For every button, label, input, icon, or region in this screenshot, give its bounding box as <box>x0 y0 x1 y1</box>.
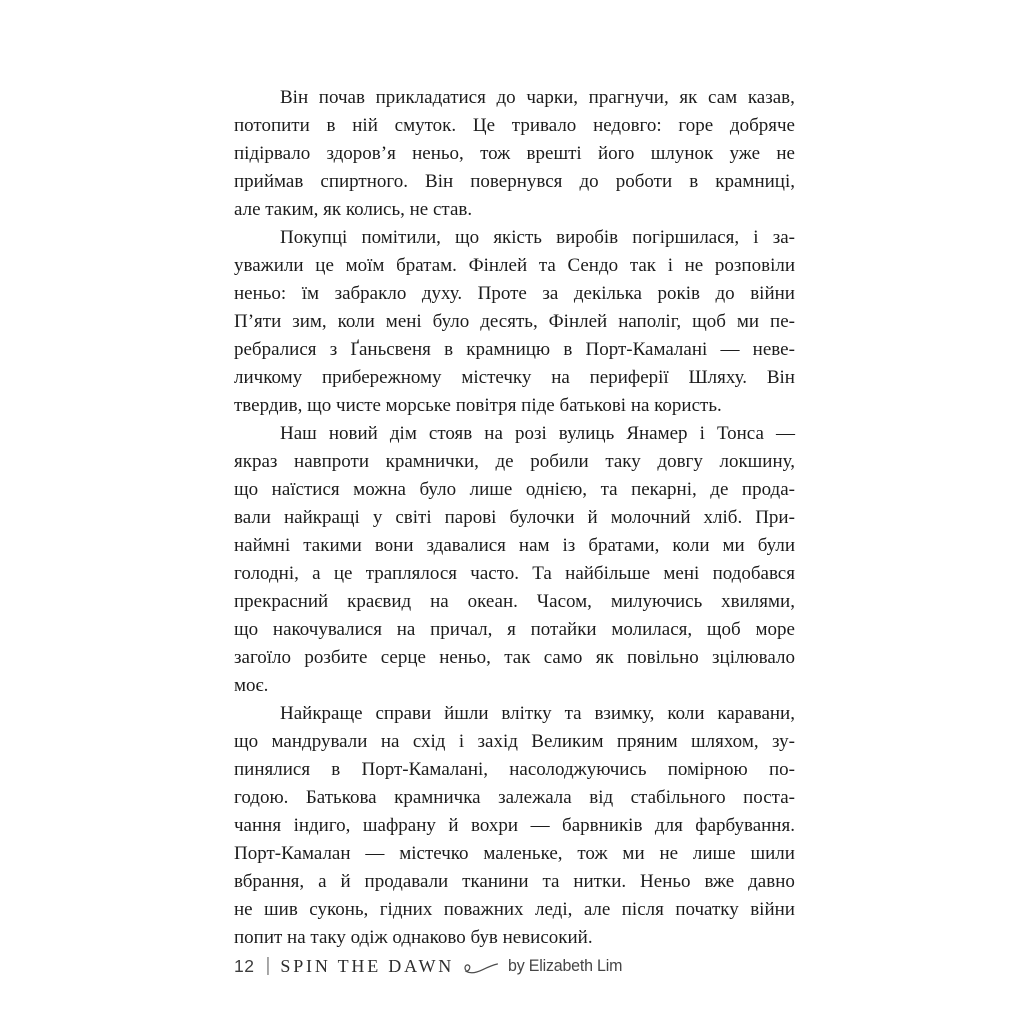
text-line: Покупці помітили, що якість виробів погіршилася, і за- <box>280 227 795 248</box>
text-line: прекрасний краєвид на океан. Часом, милуючись хвилями, <box>234 591 795 612</box>
text-line: що мандрували на схід і захід Великим пряним шляхом, зу- <box>234 731 795 752</box>
text-line: моє. <box>234 675 269 696</box>
text-line: неньо: їм забракло духу. Проте за декілька років до війни <box>234 283 795 304</box>
page-number: 12 <box>234 955 255 976</box>
text-line: Він почав прикладатися до чарки, прагнучи, як сам казав, <box>280 87 795 108</box>
text-line: уважили це моїм братам. Фінлей та Сендо так і не розповіли <box>234 255 795 276</box>
text-line: пинялися в Порт-Камалані, насолоджуючись помірною по- <box>234 759 795 780</box>
text-line: Найкраще справи йшли влітку та взимку, коли каравани, <box>280 703 795 724</box>
text-line: Наш новий дім стояв на розі вулиць Янамер і Тонса — <box>280 423 795 444</box>
flourish-swash-icon <box>461 959 499 976</box>
text-line: не шив суконь, гідних поважних леді, але після початку війни <box>234 899 795 920</box>
text-line: що накочувалися на причал, я потайки молилася, щоб море <box>234 619 795 640</box>
text-line: чання індиго, шафрану й вохри — барвників для фарбування. <box>234 815 795 836</box>
text-line: ребралися з Ґаньсвеня в крамницю в Порт-Камалані — неве- <box>234 339 795 360</box>
text-line: підірвало здоров’я неньо, тож врешті його шлунок уже не <box>234 143 795 164</box>
text-line: потопити в ній смуток. Це тривало недовго: горе добряче <box>234 115 795 136</box>
text-line: наймні такими вони здавалися нам із братами, коли ми були <box>234 535 795 556</box>
text-line: вбрання, а й продавали тканини та нитки. Неньо вже давно <box>234 871 795 892</box>
text-line: загоїло розбите серце неньо, так само як повільно зцілювало <box>234 647 795 668</box>
text-line: П’яти зим, коли мені було десять, Фінлей наполіг, щоб ми пе- <box>234 311 795 332</box>
text-line: але таким, як колись, не став. <box>234 199 473 220</box>
footer-separator: | <box>265 954 271 976</box>
page-footer <box>234 953 630 979</box>
text-line: голодні, а це траплялося часто. Та найбільше мені подобався <box>234 563 795 584</box>
text-line: вали найкращі у світі парові булочки й молочний хліб. При- <box>234 507 795 528</box>
text-line: якраз навпроти крамнички, де робили таку довгу локшину, <box>234 451 795 472</box>
text-line: що наїстися можна було лише однією, та пекарні, де прода- <box>234 479 795 500</box>
page-body <box>234 84 795 952</box>
text-line: твердив, що чисте морське повітря піде батькові на користь. <box>234 395 722 416</box>
text-line: Порт-Камалан — містечко маленьке, тож ми не лише шили <box>234 843 795 864</box>
book-title: SPIN THE DAWN <box>280 955 455 976</box>
text-line: приймав спиртного. Він повернувся до роботи в крамниці, <box>234 171 795 192</box>
author-byline: by Elizabeth Lim <box>508 956 623 975</box>
text-line: личкому прибережному містечку на периферії Шляху. Він <box>234 367 795 388</box>
text-line: попит на таку одіж однаково був невисокий. <box>234 927 593 948</box>
text-line: годою. Батькова крамничка залежала від стабільного поста- <box>234 787 795 808</box>
